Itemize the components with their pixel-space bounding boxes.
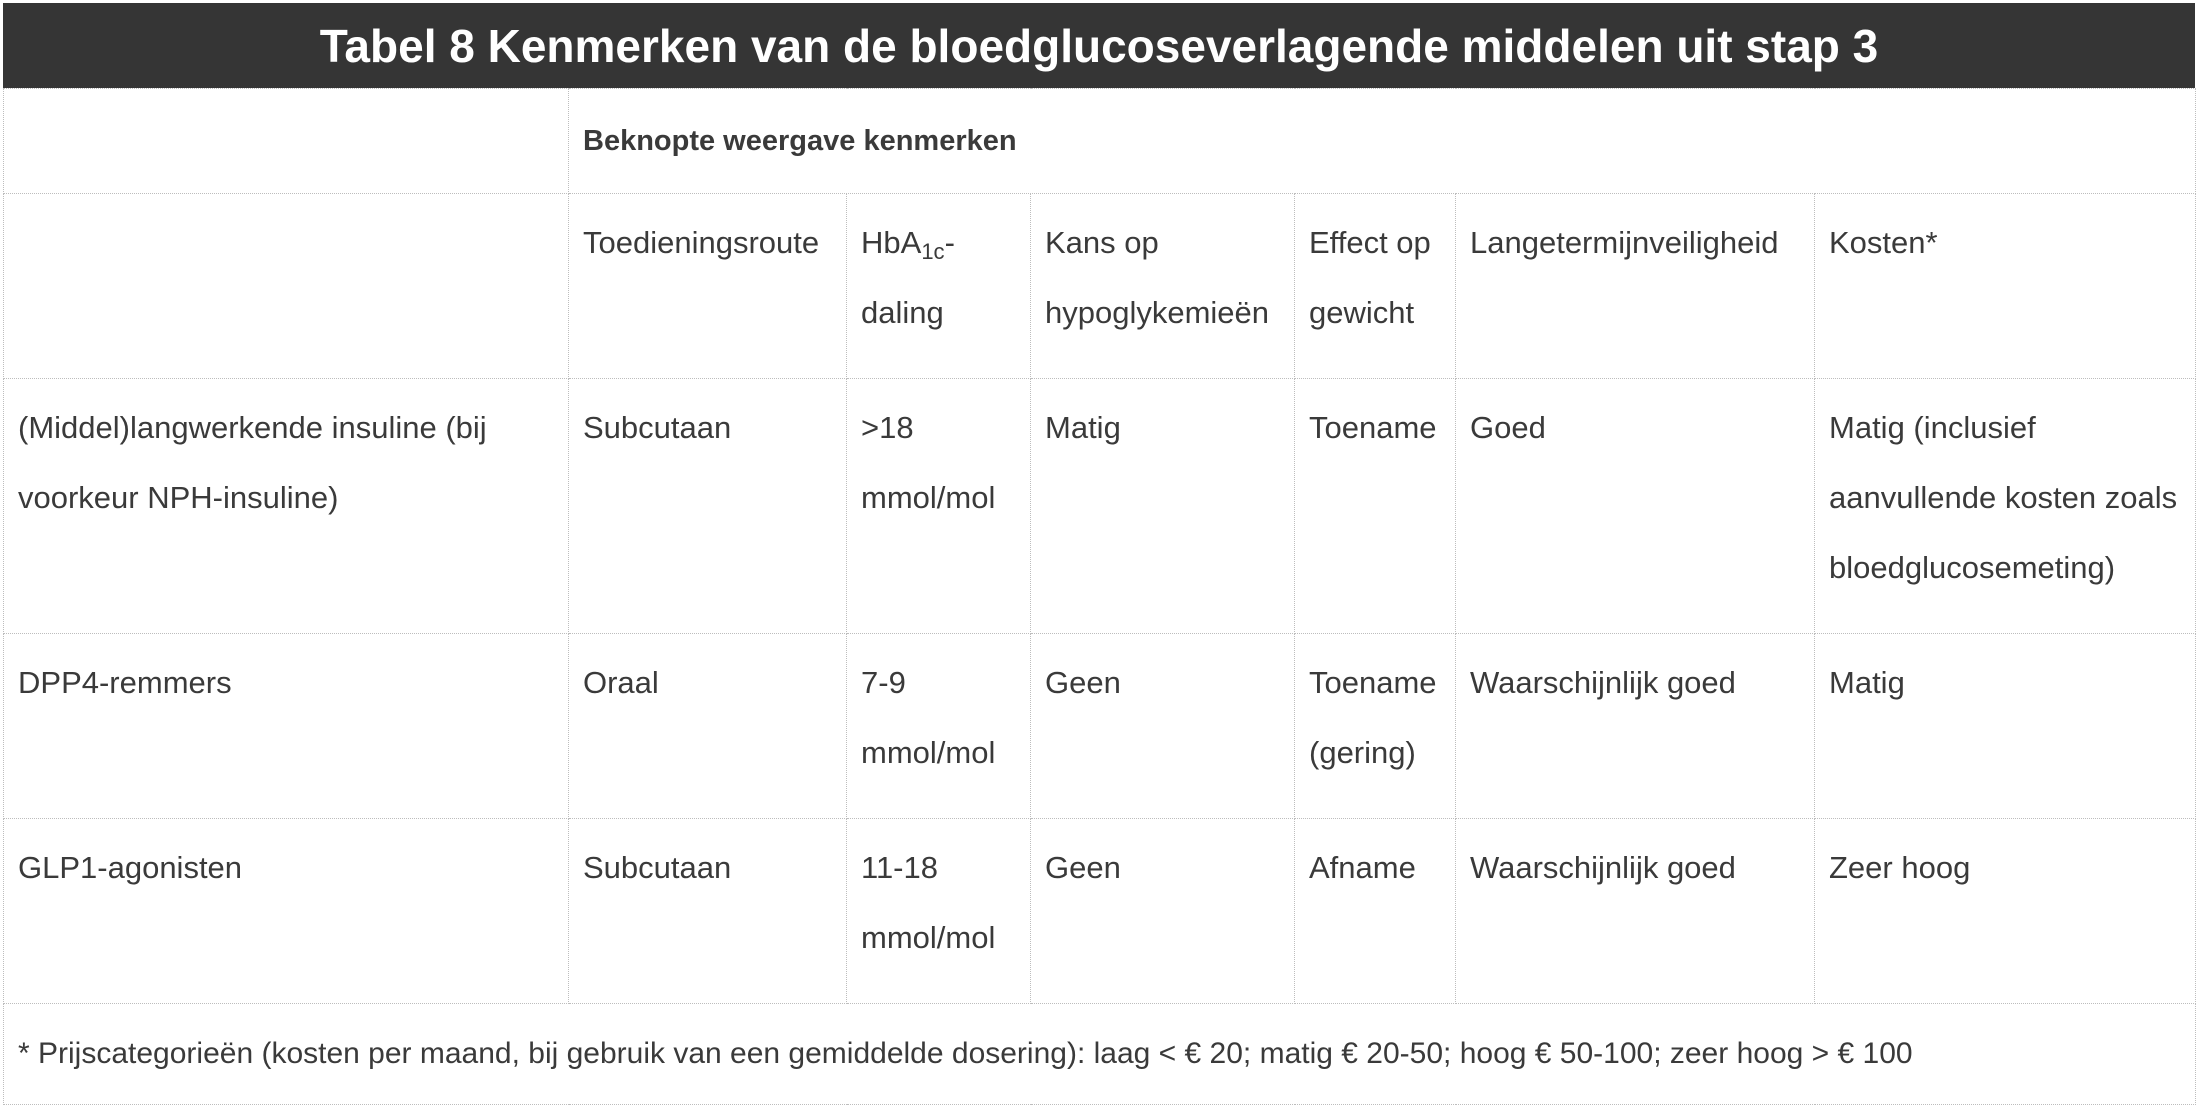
cell-safety: Waarschijnlijk goed — [1456, 634, 1815, 819]
cell-hypo: Matig — [1031, 379, 1295, 634]
column-header-row — [4, 194, 2196, 379]
col-header-route: Toedieningsroute — [569, 194, 847, 379]
empty-header-cell — [4, 89, 569, 194]
cell-cost: Zeer hoog — [1815, 819, 2196, 1004]
hba-rest: -daling — [861, 225, 955, 330]
cell-weight: Afname — [1295, 819, 1456, 1004]
group-header: Beknopte weergave kenmerken — [569, 89, 2196, 194]
cell-weight: Toename — [1295, 379, 1456, 634]
cell-hba1c: >18 mmol/mol — [847, 379, 1031, 634]
footnote: * Prijscategorieën (kosten per maand, bij gebruik van een gemiddelde dosering): laag < € 20; matig € 20-50; hoog € 50-100; zeer hoog > € 100 — [4, 1004, 2196, 1105]
table-title: Tabel 8 Kenmerken van de bloedglucoseverlagende middelen uit stap 3 — [3, 3, 2195, 88]
row-name: DPP4-remmers — [4, 634, 569, 819]
cell-cost: Matig (inclusief aanvullende kosten zoals bloedglucosemeting) — [1815, 379, 2196, 634]
row-name: GLP1-agonisten — [4, 819, 569, 1004]
table-row — [4, 819, 2196, 1004]
col-header-safety: Langetermijnveiligheid — [1456, 194, 1815, 379]
row-name: (Middel)langwerkende insuline (bij voorkeur NPH-insuline) — [4, 379, 569, 634]
cell-hba1c: 7-9 mmol/mol — [847, 634, 1031, 819]
cell-safety: Goed — [1456, 379, 1815, 634]
cell-weight: Toename (gering) — [1295, 634, 1456, 819]
col-header-weight: Effect op gewicht — [1295, 194, 1456, 379]
cell-hypo: Geen — [1031, 819, 1295, 1004]
hba-subscript: 1c — [921, 239, 945, 264]
cell-route: Subcutaan — [569, 819, 847, 1004]
cell-hypo: Geen — [1031, 634, 1295, 819]
cell-route: Oraal — [569, 634, 847, 819]
col-header-cost: Kosten* — [1815, 194, 2196, 379]
col-header-hba1c — [847, 194, 1031, 379]
empty-column-header-cell — [4, 194, 569, 379]
cell-safety: Waarschijnlijk goed — [1456, 819, 1815, 1004]
col-header-hypo: Kans op hypoglykemieën — [1031, 194, 1295, 379]
characteristics-table — [3, 88, 2196, 1105]
cell-cost: Matig — [1815, 634, 2196, 819]
hba-label: HbA — [861, 225, 922, 260]
cell-route: Subcutaan — [569, 379, 847, 634]
table-row — [4, 379, 2196, 634]
group-header-row — [4, 89, 2196, 194]
cell-hba1c: 11-18 mmol/mol — [847, 819, 1031, 1004]
table-row — [4, 634, 2196, 819]
footnote-row — [4, 1004, 2196, 1105]
